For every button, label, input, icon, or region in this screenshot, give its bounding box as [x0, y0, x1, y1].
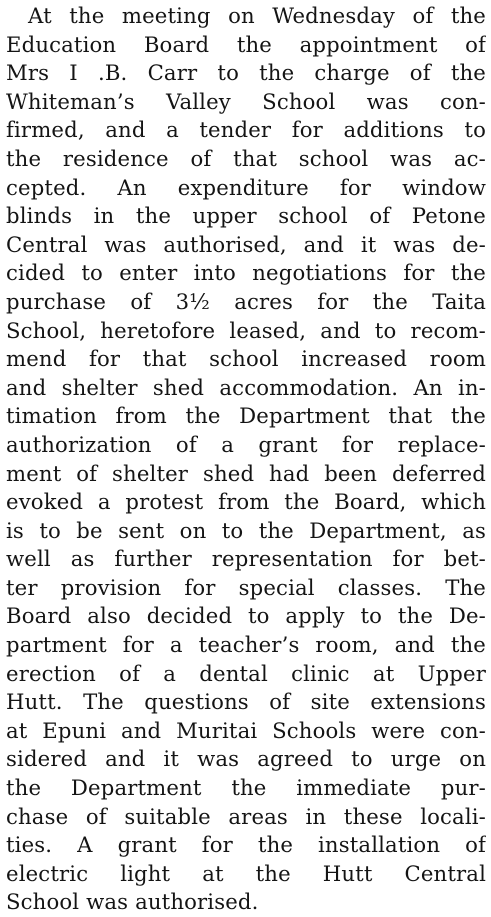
article-line: firmed, and a tender for additions to — [6, 117, 486, 143]
article-line: purchase of 3½ acres for the Taita — [6, 288, 486, 314]
article-line: well as further representation for bet- — [6, 546, 486, 572]
article-line: Board also decided to apply to the De- — [6, 603, 486, 629]
article-line: authorization of a grant for replace- — [6, 431, 486, 457]
article-line: the residence of that school was ac- — [6, 145, 486, 171]
article-line: blinds in the upper school of Petone — [6, 203, 486, 229]
article-line: Central was authorised, and it was de- — [6, 231, 486, 257]
article-line: cided to enter into negotiations for the — [6, 260, 486, 286]
article-line: and shelter shed accommodation. An in- — [6, 374, 486, 400]
article-line: chase of suitable areas in these locali- — [6, 803, 486, 829]
article-line: ties. A grant for the installation of — [6, 832, 486, 858]
article-line: School was authorised. — [6, 889, 259, 915]
article-line: Mrs I .B. Carr to the charge of the — [6, 60, 486, 86]
article-line: ter provision for special classes. The — [6, 574, 486, 600]
article-line: cepted. An expenditure for window — [6, 174, 486, 200]
article-line: ment of shelter shed had been deferred — [6, 460, 486, 486]
article-line: Hutt. The questions of site extensions — [6, 689, 486, 715]
article-line: evoked a protest from the Board, which — [6, 489, 486, 515]
article-line: Whiteman’s Valley School was con- — [6, 88, 486, 114]
article-line: is to be sent on to the Department, as — [6, 517, 486, 543]
article-line: mend for that school increased room — [6, 346, 486, 372]
article-line: Education Board the appointment of — [6, 31, 486, 57]
article-line: At the meeting on Wednesday of the — [28, 3, 486, 28]
article-line: partment for a teacher’s room, and the — [6, 632, 486, 658]
article-line: School, heretofore leased, and to recom- — [6, 317, 486, 343]
article-line: timation from the Department that the — [6, 403, 486, 429]
article-line: erection of a dental clinic at Upper — [6, 660, 486, 686]
article-line: sidered and it was agreed to urge on — [6, 746, 486, 772]
article-line: the Department the immediate pur- — [6, 775, 486, 801]
article-line: electric light at the Hutt Central — [6, 860, 486, 886]
news-article — [6, 0, 486, 917]
article-line: at Epuni and Muritai Schools were con- — [6, 717, 486, 743]
